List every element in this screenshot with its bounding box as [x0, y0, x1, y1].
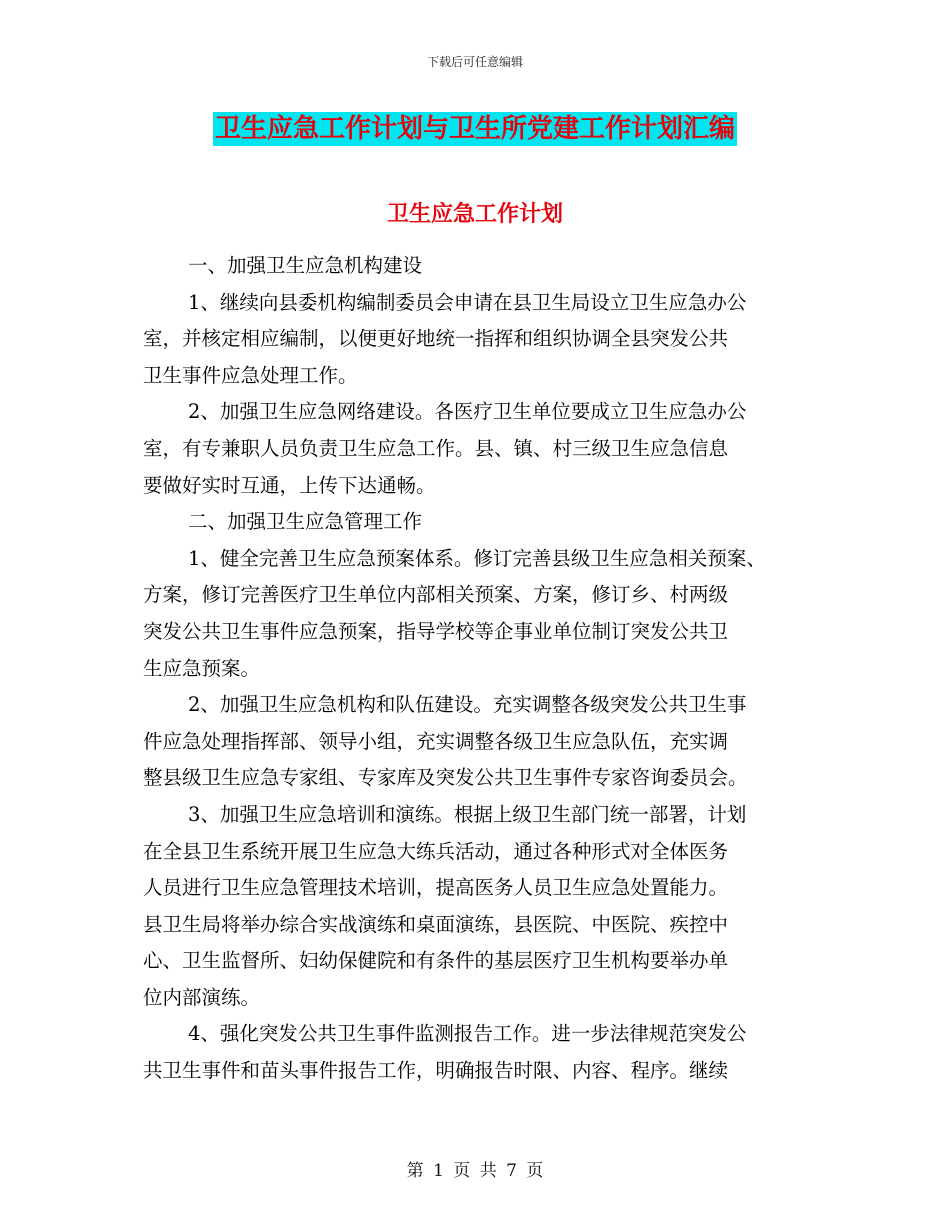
paragraph-line: 位内部演练。 [143, 985, 261, 1009]
paragraph-line: 件应急处理指挥部、领导小组，充实调整各级卫生应急队伍，充实调 [143, 729, 729, 753]
paragraph-line: 二、加强卫生应急管理工作 [188, 510, 423, 534]
paragraph-line: 卫生事件应急处理工作。 [143, 363, 358, 387]
section-title: 卫生应急工作计划 [386, 202, 563, 227]
paragraph-line: 共卫生事件和苗头事件报告工作，明确报告时限、内容、程序。继续 [143, 1059, 729, 1083]
paragraph-line: 室，并核定相应编制，以便更好地统一指挥和组织协调全县突发公共 [143, 327, 729, 351]
paragraph-line: 3、加强卫生应急培训和演练。根据上级卫生部门统一部署，计划 [188, 802, 747, 826]
paragraph-line: 要做好实时互通，上传下达通畅。 [143, 473, 436, 497]
paragraph-line: 室，有专兼职人员负责卫生应急工作。县、镇、村三级卫生应急信息 [143, 436, 729, 460]
paragraph-line: 突发公共卫生事件应急预案，指导学校等企事业单位制订突发公共卫 [143, 619, 729, 643]
paragraph-line: 心、卫生监督所、妇幼保健院和有条件的基层医疗卫生机构要举办单 [143, 949, 729, 973]
paragraph-line: 生应急预案。 [143, 656, 261, 680]
paragraph-line: 1、健全完善卫生应急预案体系。修订完善县级卫生应急相关预案、 [188, 546, 766, 570]
paragraph-line: 2、加强卫生应急网络建设。各医疗卫生单位要成立卫生应急办公 [188, 400, 747, 424]
paragraph-line: 1、继续向县委机构编制委员会申请在县卫生局设立卫生应急办公 [188, 290, 747, 314]
document-title [0, 112, 950, 146]
paragraph-line: 人员进行卫生应急管理技术培训，提高医务人员卫生应急处置能力。 [143, 876, 729, 900]
header-note: 下载后可任意编辑 [426, 55, 523, 69]
page-footer: 第 1 页 共 7 页 [406, 1161, 544, 1181]
paragraph-line: 县卫生局将举办综合实战演练和桌面演练，县医院、中医院、疾控中 [143, 912, 729, 936]
paragraph-line: 一、加强卫生应急机构建设 [188, 254, 423, 277]
paragraph-line: 方案，修订完善医疗卫生单位内部相关预案、方案，修订乡、村两级 [143, 583, 729, 607]
body-text [143, 248, 833, 1090]
paragraph-line: 在全县卫生系统开展卫生应急大练兵活动，通过各种形式对全体医务 [143, 839, 729, 863]
paragraph-line: 整县级卫生应急专家组、专家库及突发公共卫生事件专家咨询委员会。 [143, 766, 748, 790]
document-title-text: 卫生应急工作计划与卫生所党建工作计划汇编 [214, 114, 735, 144]
paragraph-line: 2、加强卫生应急机构和队伍建设。充实调整各级突发公共卫生事 [188, 693, 747, 717]
paragraph-line: 4、强化突发公共卫生事件监测报告工作。进一步法律规范突发公 [188, 1022, 747, 1046]
